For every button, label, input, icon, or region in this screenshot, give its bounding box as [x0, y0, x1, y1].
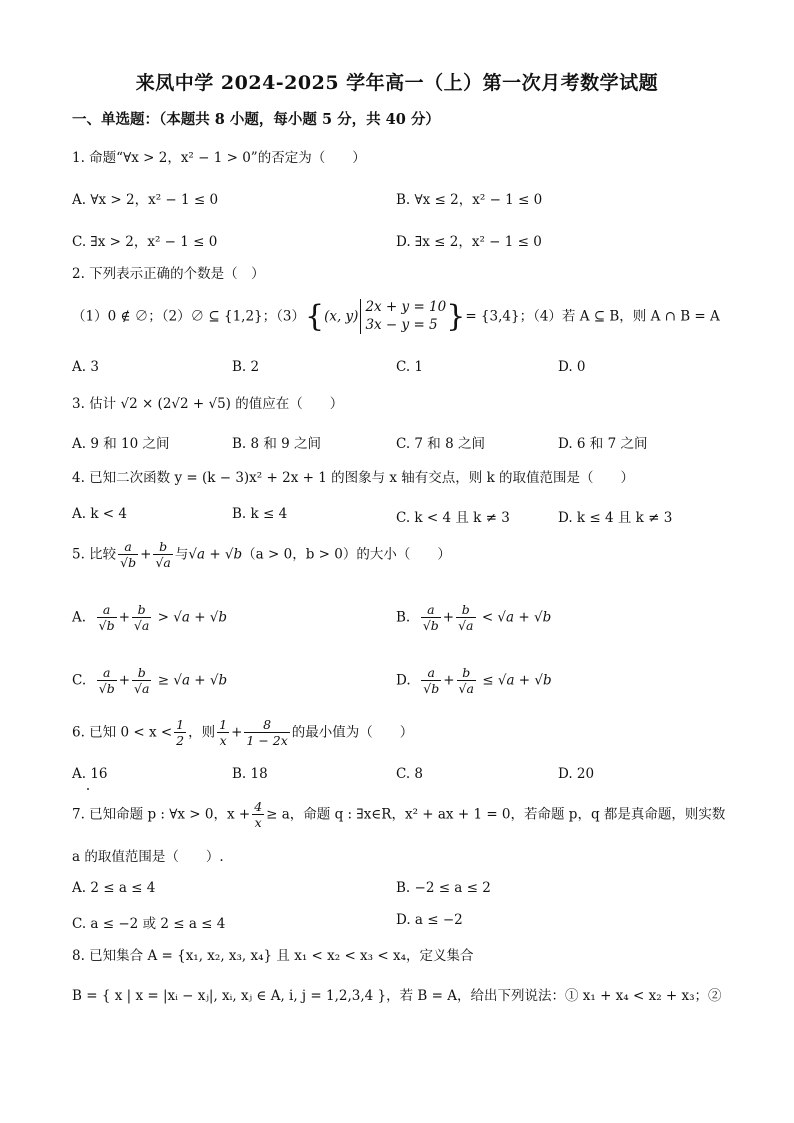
question-2-option-d[interactable]: D. 0 [558, 359, 586, 375]
question-2-option-c[interactable]: C. 1 [396, 359, 424, 375]
question-3-option-b[interactable]: B. 8 和 9 之间 [232, 436, 322, 452]
question-4-option-c[interactable]: C. k < 4 且 k ≠ 3 [396, 510, 510, 526]
question-5-option-a[interactable]: A. $\frac{a}{√b}$ + $\frac{b}{√a}$ > √a + √b [72, 602, 228, 633]
question-8-stem: 8. 已知集合 A = {x₁, x₂, x₃, x₄} 且 x₁ < x₂ < x₃ < x₄，定义集合 [72, 948, 474, 964]
equation-system: 2x + y = 10 3x − y = 5 [360, 299, 446, 334]
question-5-option-d[interactable]: D. $\frac{a}{√b}$ + $\frac{b}{√a}$ ≤ √a + √b [396, 665, 552, 696]
question-2-statements: （1）0 ∉ ∅；（2）∅ ⊆ {1,2}；（3）{(x, y) 2x + y = 10 3x − y = 5 }= {3,4}；（4）若 A ⊆ B，则 A ∩ B = A [72, 299, 720, 334]
question-1-option-a[interactable]: A. ∀x > 2，x² − 1 ≤ 0 [72, 192, 219, 208]
question-3-option-a[interactable]: A. 9 和 10 之间 [72, 436, 170, 452]
question-5-option-b[interactable]: B. $\frac{a}{√b}$ + $\frac{b}{√a}$ < √a + √b [396, 602, 552, 633]
question-6-stem: 6. 已知 0 < x < $\frac{1}{2}$ ，则 $\frac{1}{x}$ + $\frac{8}{1 - 2x}$ 的最小值为（ ） [72, 717, 414, 748]
question-7-option-c[interactable]: C. a ≤ −2 或 2 ≤ a ≤ 4 [72, 916, 226, 932]
question-2-option-a[interactable]: A. 3 [72, 359, 99, 375]
question-6-option-d[interactable]: D. 20 [558, 766, 595, 782]
question-6-option-a[interactable]: A. 16 [72, 766, 108, 782]
question-4-option-d[interactable]: D. k ≤ 4 且 k ≠ 3 [558, 510, 673, 526]
question-3-option-d[interactable]: D. 6 和 7 之间 [558, 436, 648, 452]
question-1-option-c[interactable]: C. ∃x > 2，x² − 1 ≤ 0 [72, 234, 218, 250]
question-5-option-c[interactable]: C. $\frac{a}{√b}$ + $\frac{b}{√a}$ ≥ √a + √b [72, 665, 228, 696]
question-1-option-d[interactable]: D. ∃x ≤ 2，x² − 1 ≤ 0 [396, 234, 542, 250]
question-3-stem: 3. 估计 √2 × (2√2 + √5) 的值应在（ ） [72, 396, 344, 412]
question-4-option-a[interactable]: A. k < 4 [72, 506, 127, 522]
question-7-option-d[interactable]: D. a ≤ −2 [396, 912, 463, 928]
question-1-stem: 1. 命题“∀x > 2，x² − 1 > 0”的否定为（ ） [72, 150, 366, 166]
question-6-option-c[interactable]: C. 8 [396, 766, 424, 782]
question-7-stem-line2: a 的取值范围是（ ）. [72, 849, 224, 865]
question-4-option-b[interactable]: B. k ≤ 4 [232, 506, 288, 522]
question-6-option-b[interactable]: B. 18 [232, 766, 268, 782]
question-7-stem: 7. 已知命题 p : ∀x > 0，x + $\frac{4}{x}$ ≥ a，命题 q : ∃x∈R，x² + ax + 1 = 0，若命题 p，q 都是真命题，则实数 [72, 799, 726, 830]
question-1-option-b[interactable]: B. ∀x ≤ 2，x² − 1 ≤ 0 [396, 192, 543, 208]
question-7-option-b[interactable]: B. −2 ≤ a ≤ 2 [396, 880, 491, 896]
question-3-option-c[interactable]: C. 7 和 8 之间 [396, 436, 485, 452]
stray-dot [87, 788, 89, 790]
question-5-stem: 5. 比较 $\frac{a}{√b}$ + $\frac{b}{√a}$ 与√a + √b（a > 0，b > 0）的大小（ ） [72, 539, 451, 570]
question-2-option-b[interactable]: B. 2 [232, 359, 260, 375]
section-heading: 一、单选题：（本题共 8 小题，每小题 5 分，共 40 分） [72, 111, 440, 128]
question-2-stem: 2. 下列表示正确的个数是（ ） [72, 266, 265, 282]
question-7-option-a[interactable]: A. 2 ≤ a ≤ 4 [72, 880, 156, 896]
question-8-stem-line2: B = { x | x = |xᵢ − xⱼ|, xᵢ, xⱼ ∈ A, i, j = 1,2,3,4 }，若 B = A，给出下列说法：① x₁ + x₄ < x₂ + x₃；② [72, 988, 722, 1004]
question-4-stem: 4. 已知二次函数 y = (k − 3)x² + 2x + 1 的图象与 x 轴有交点，则 k 的取值范围是（ ） [72, 470, 635, 486]
page-title: 来凤中学 2024-2025 学年高一（上）第一次月考数学试题 [135, 72, 659, 94]
